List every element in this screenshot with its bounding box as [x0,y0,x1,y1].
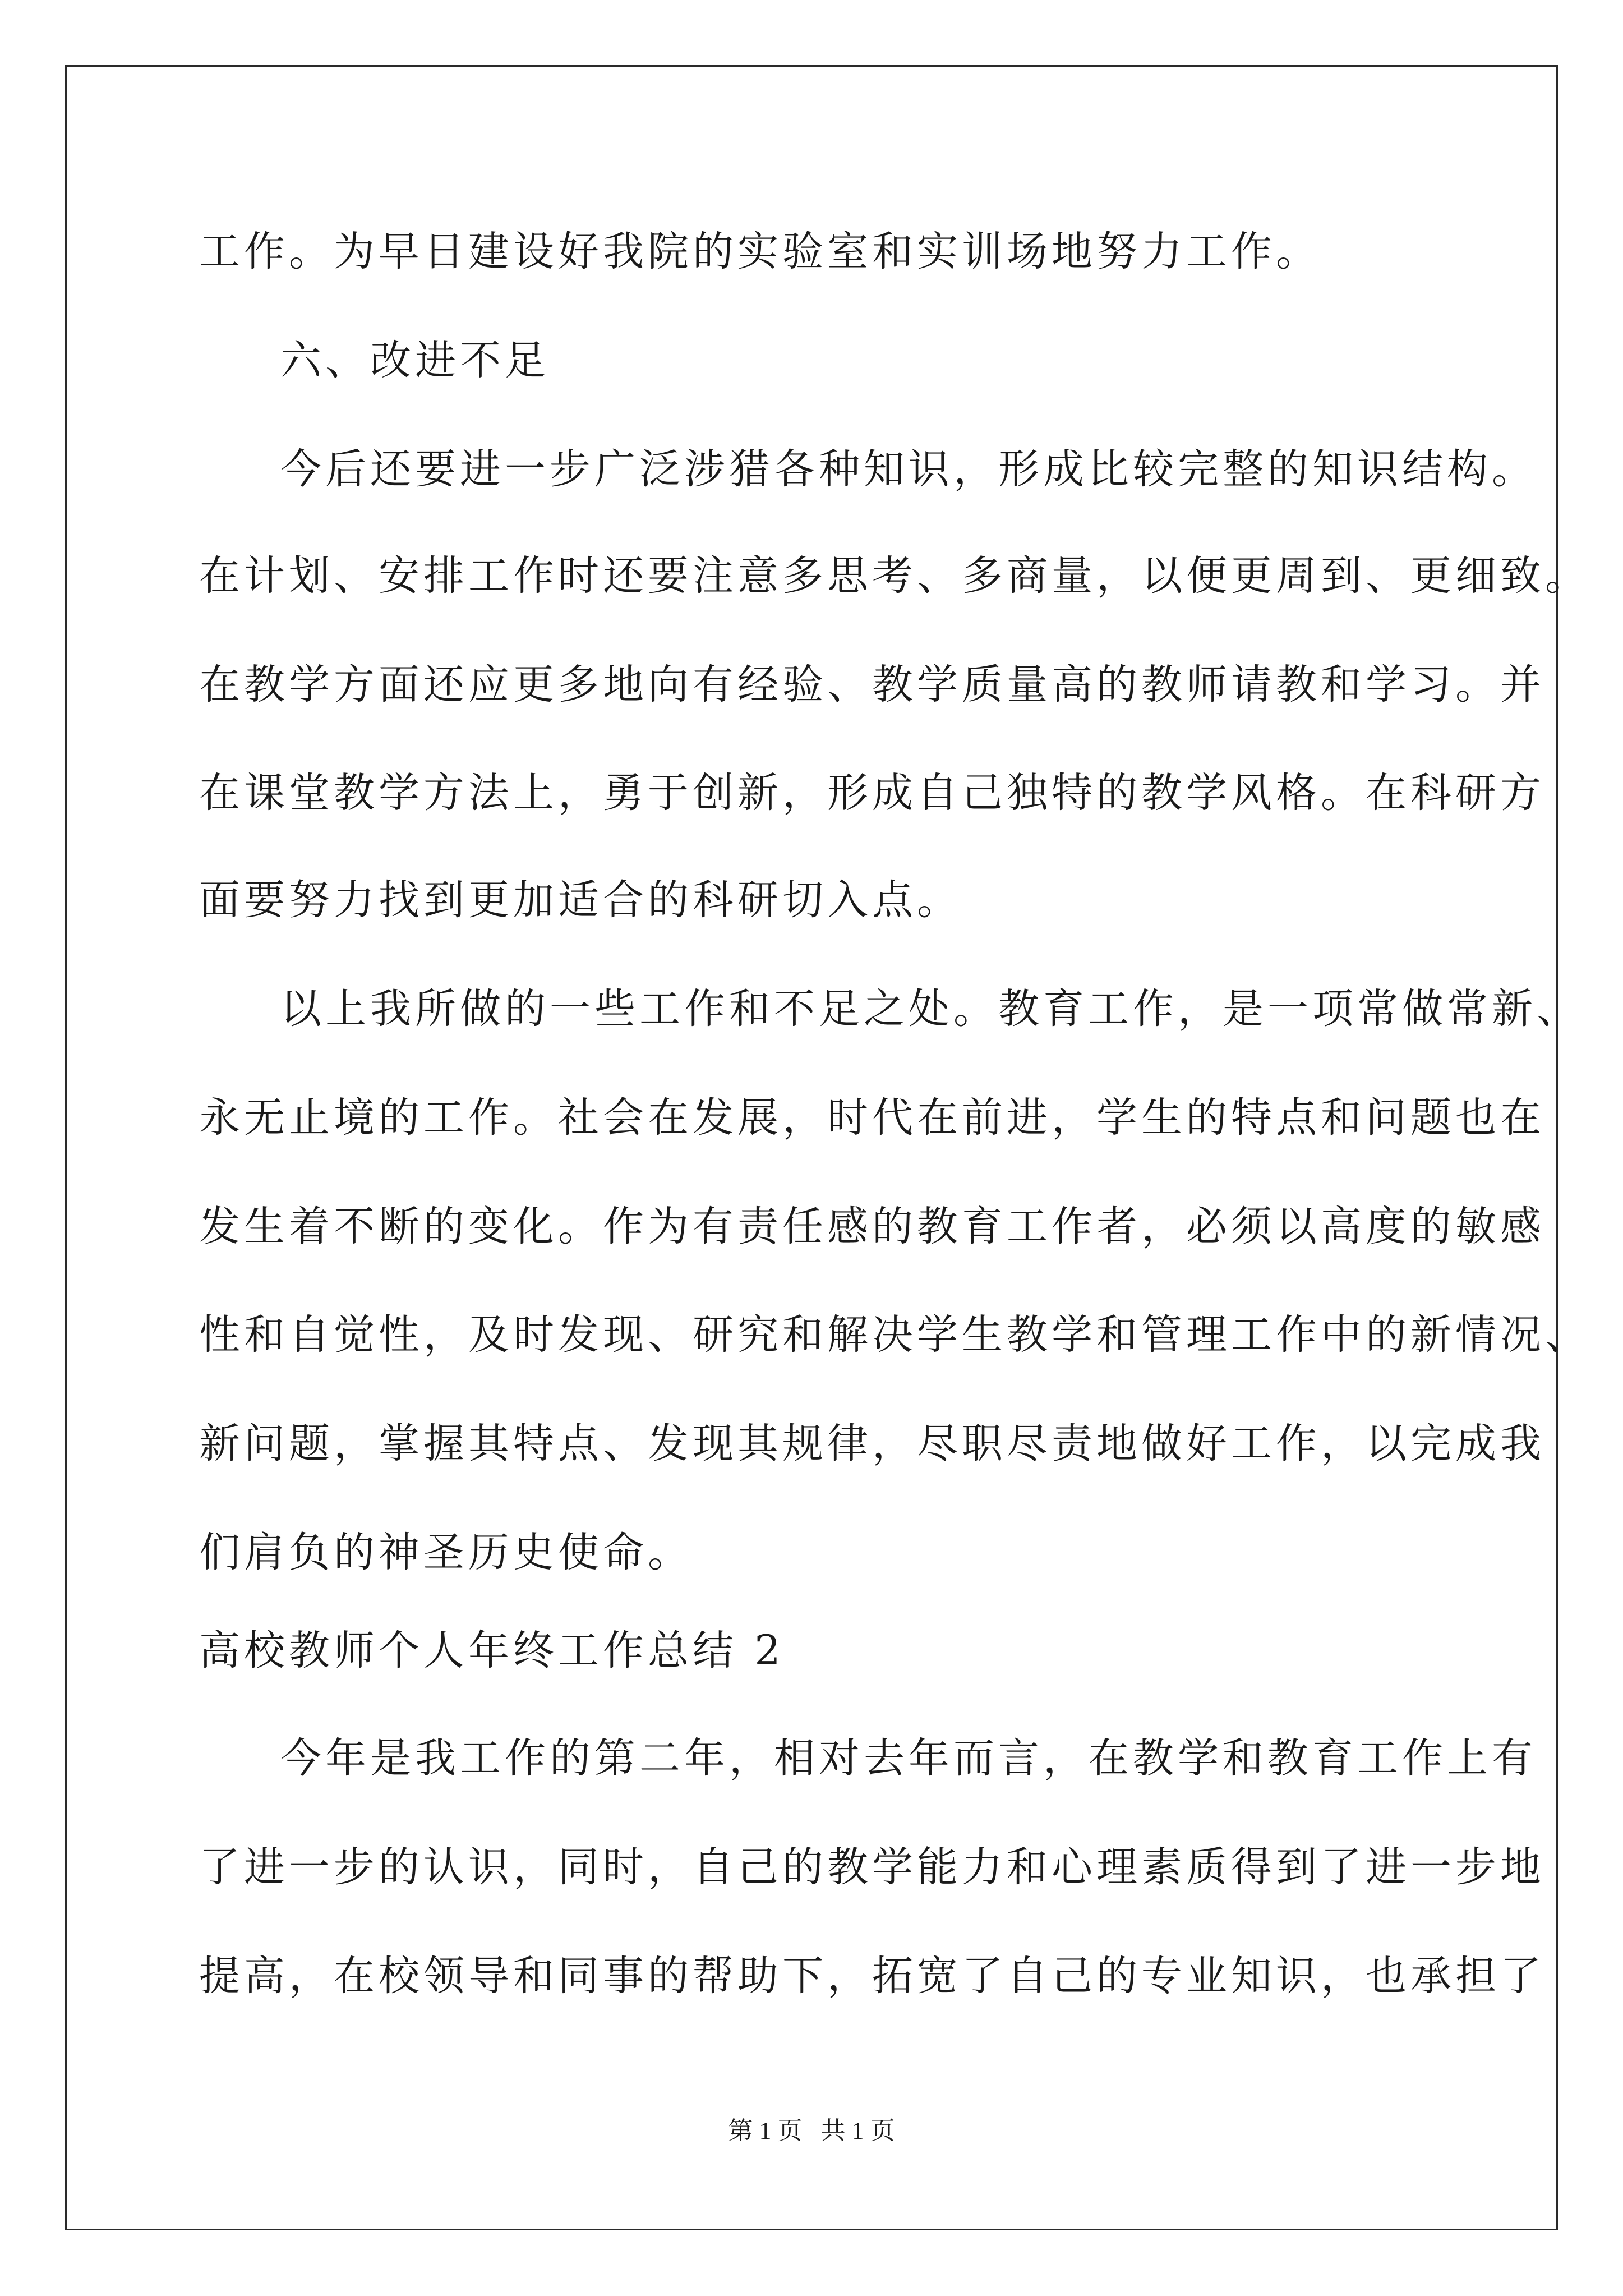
page-border [65,65,1558,2230]
body-line: 在课堂教学方法上，勇于创新，形成自己独特的教学风格。在科研方 [199,769,1545,817]
body-line: 今年是我工作的第二年，相对去年而言，在教学和教育工作上有 [280,1734,1537,1782]
section-heading: 六、改进不足 [280,337,550,384]
body-line: 发生着不断的变化。作为有责任感的教育工作者，必须以高度的敏感 [199,1203,1545,1250]
body-line: 以上我所做的一些工作和不足之处。教育工作，是一项常做常新、 [280,985,1581,1033]
body-line: 永无止境的工作。社会在发展，时代在前进，学生的特点和问题也在 [199,1094,1545,1142]
body-line: 在计划、安排工作时还要注意多思考、多商量，以便更周到、更细致。 [199,552,1590,600]
body-line: 提高，在校领导和同事的帮助下，拓宽了自己的专业知识，也承担了 [199,1952,1545,2000]
body-line: 了进一步的认识，同时，自己的教学能力和心理素质得到了进一步地 [199,1843,1545,1891]
body-line: 工作。为早日建设好我院的实验室和实训场地努力工作。 [199,228,1321,275]
body-line: 性和自觉性，及时发现、研究和解决学生教学和管理工作中的新情况、 [199,1311,1590,1359]
page-footer: 第 1 页 共 1 页 [728,2117,895,2145]
body-line: 今后还要进一步广泛涉猎各种知识，形成比较完整的知识结构。 [280,445,1537,493]
body-line: 新问题，掌握其特点、发现其规律，尽职尽责地做好工作，以完成我 [199,1420,1545,1467]
section-title: 高校教师个人年终工作总结 2 [199,1627,785,1674]
body-line: 们肩负的神圣历史使命。 [199,1529,693,1576]
body-line: 在教学方面还应更多地向有经验、教学质量高的教师请教和学习。并 [199,661,1545,708]
body-line: 面要努力找到更加适合的科研切入点。 [199,876,962,924]
